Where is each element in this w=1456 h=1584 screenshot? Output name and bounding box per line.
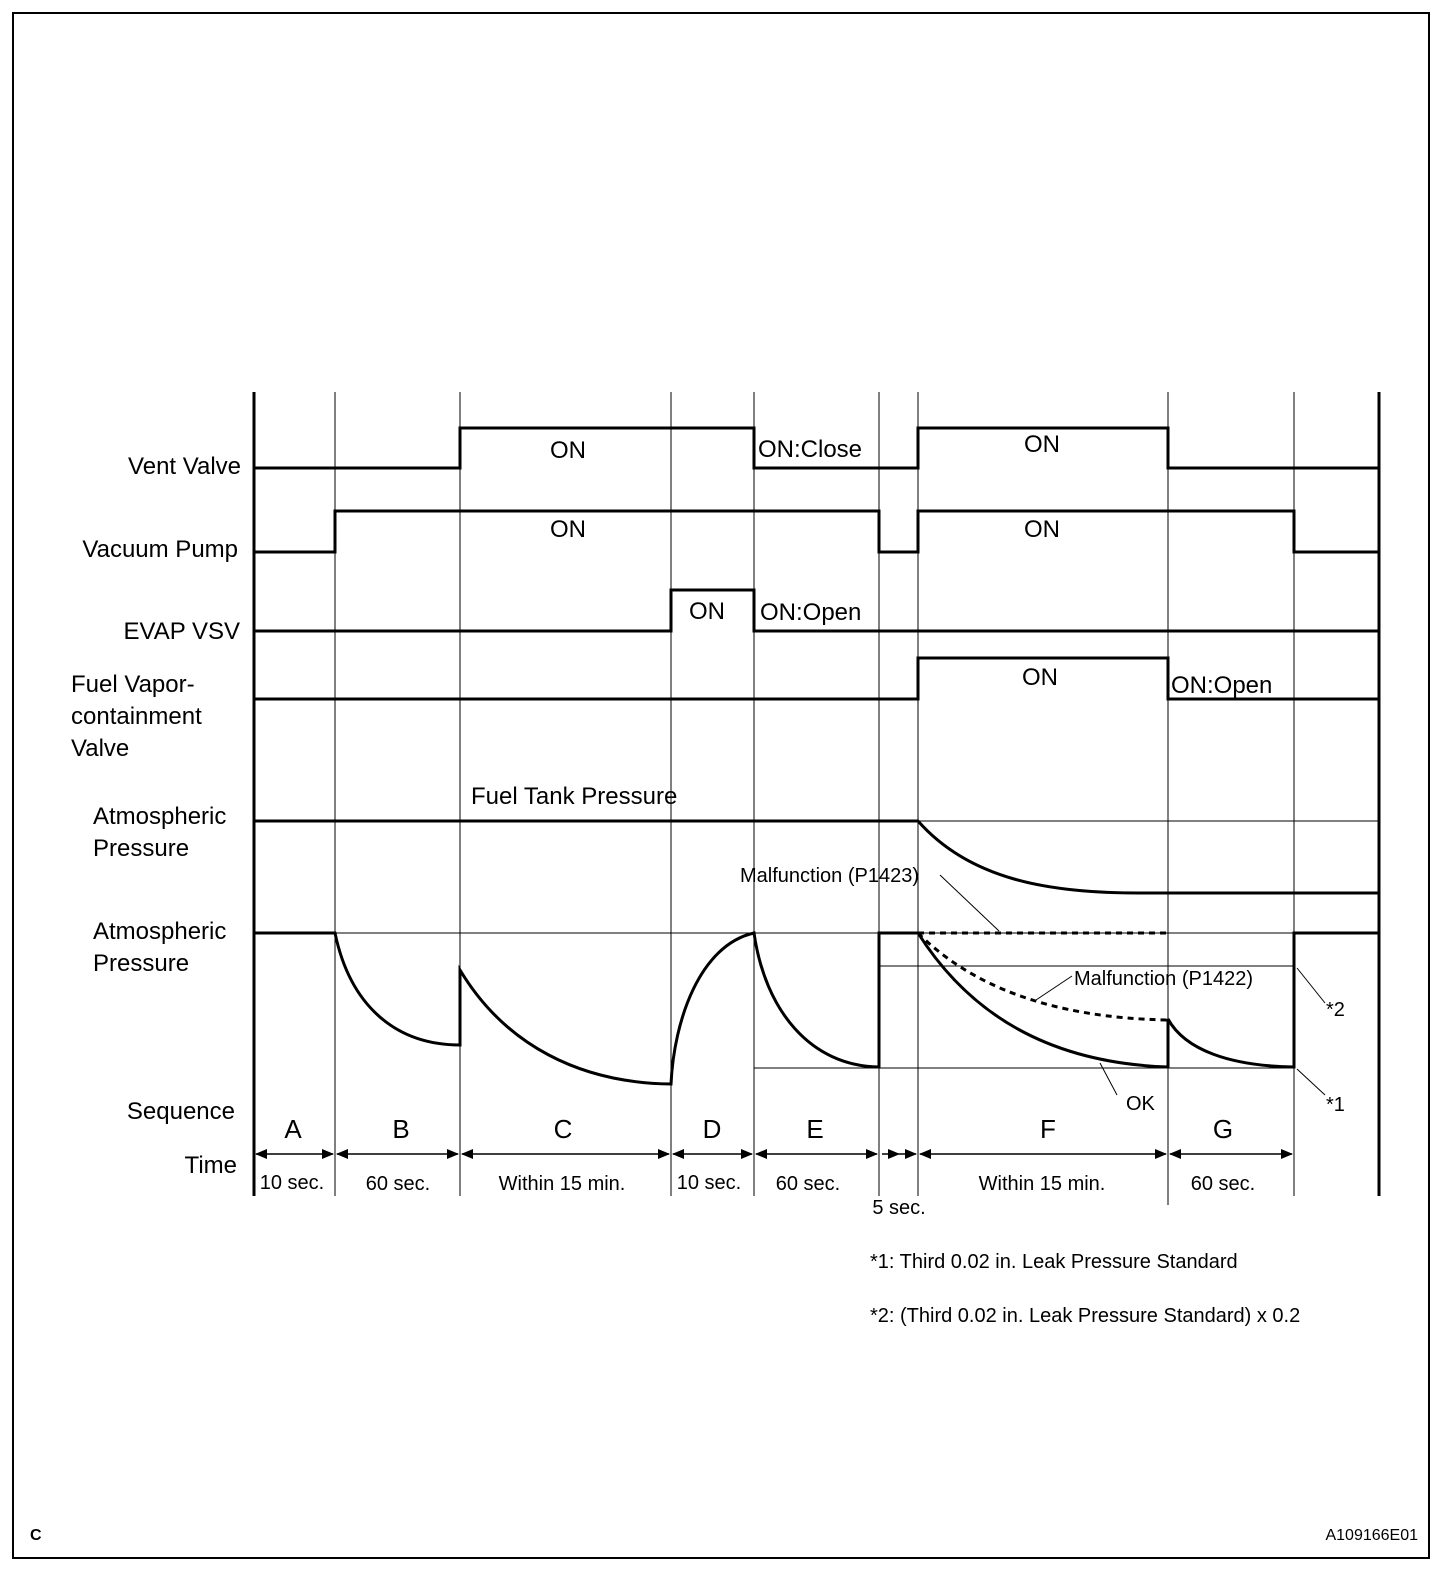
time-5sec: 5 sec. [872,1197,926,1219]
corner-right-code: A109166E01 [1325,1527,1418,1544]
vent-valve-on-close-label: ON:Close [758,436,863,463]
label-evap-vsv: EVAP VSV [123,618,240,645]
vacuum-pump-on-label-2: ON [1024,516,1060,543]
malfunction-p1422-label: Malfunction (P1422) [1074,968,1253,990]
label-sequence: Sequence [126,1098,235,1125]
footnote-1: *1: Third 0.02 in. Leak Pressure Standard [870,1251,1238,1273]
corner-left-mark: C [30,1527,42,1544]
sequence-d: D [702,1114,722,1144]
label-time: Time [184,1152,237,1179]
malfunction-p1423-label: Malfunction (P1423) [740,865,919,887]
sequence-letters [284,1114,1233,1144]
vent-valve-on-label: ON [550,437,586,464]
evap-vsv-on-label: ON [689,598,725,625]
sequence-f: F [1040,1114,1056,1144]
label-fuel-vapor-3: Valve [71,735,130,762]
label-atmospheric-1a: Atmospheric [93,803,227,830]
leader-p1423 [940,875,999,931]
sequence-a: A [284,1114,302,1144]
label-fuel-vapor-2: containment [71,703,202,730]
label-atmospheric-2b: Pressure [93,950,190,977]
time-e: 60 sec. [775,1173,841,1195]
label-vacuum-pump: Vacuum Pump [82,536,238,563]
evap-vsv-on-open-label: ON:Open [760,599,862,626]
time-b: 60 sec. [365,1173,431,1195]
marker-2-label: *2 [1326,999,1345,1021]
time-f: Within 15 min. [978,1173,1106,1195]
fuel-vapor-on-label: ON [1022,664,1058,691]
time-labels [260,1172,1255,1219]
label-atmospheric-1b: Pressure [93,835,190,862]
leader-marker-2 [1297,968,1325,1003]
leader-p1422 [1036,976,1072,1000]
sequence-g: G [1212,1114,1234,1144]
time-c: Within 15 min. [498,1173,626,1195]
sequence-b: B [392,1114,410,1144]
vent-valve-on-label-2: ON [1024,431,1060,458]
vacuum-pump-waveform [254,511,1379,552]
footnote-2: *2: (Third 0.02 in. Leak Pressure Standard) x 0.2 [870,1305,1301,1327]
time-d: 10 sec. [676,1172,742,1194]
fuel-tank-pressure-label: Fuel Tank Pressure [471,783,678,810]
leader-marker-1 [1297,1069,1325,1095]
pressure-curve [254,933,1379,1084]
sequence-e: E [806,1114,824,1144]
label-fuel-vapor-1: Fuel Vapor- [71,671,195,698]
marker-1-label: *1 [1326,1094,1345,1116]
sequence-c: C [553,1114,573,1144]
ok-label: OK [1126,1093,1155,1115]
time-a: 10 sec. [259,1172,325,1194]
fuel-vapor-on-open-label: ON:Open [1171,672,1273,699]
label-atmospheric-2a: Atmospheric [93,918,227,945]
vacuum-pump-on-label: ON [550,516,586,543]
label-vent-valve: Vent Valve [128,453,241,480]
time-g: 60 sec. [1190,1173,1256,1195]
